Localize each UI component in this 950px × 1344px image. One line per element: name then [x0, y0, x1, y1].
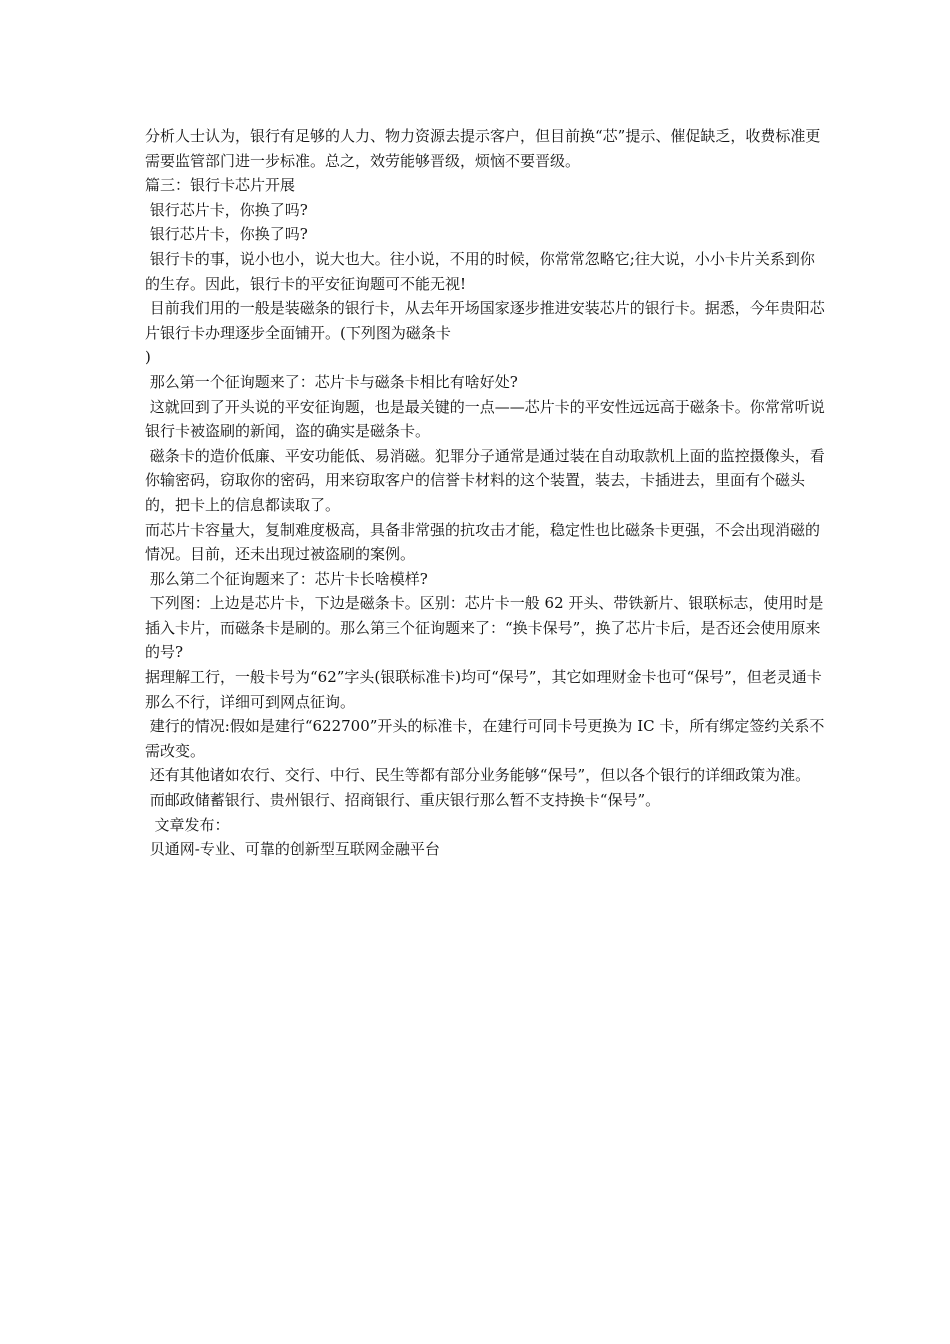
paragraph-intro-analysis: 分析人士认为，银行有足够的人力、物力资源去提示客户，但目前换“芯”提示、催促缺乏，收费标准更需要监管部门进一步标准。总之，效劳能够晋级，烦恼不要晋级。	[145, 127, 821, 170]
paragraph-chip-advantage: 而芯片卡容量大，复制难度极高，具备非常强的抗攻击才能，稳定性也比磁条卡更强，不会出现消磁的情况。目前，还未出现过被盗刷的案例。	[145, 520, 821, 564]
paragraph-magstripe-risk: 磁条卡的造价低廉、平安功能低、易消磁。犯罪分子通常是通过装在自动取款机上面的监控摄像头，看你输密码，窃取你的密码，用来窃取客户的信誉卡材料的这个装置，装去，卡插进去，里面有个磁头的，把卡上的信息都读取了。	[145, 446, 825, 514]
section-heading: 篇三：银行卡芯片开展	[145, 176, 296, 195]
paragraph-icbc: 据理解工行，一般卡号为“62”字头(银联标准卡)均可“保号”，其它如理财金卡也可“保号”，但老灵通卡那么不行，详细可到网点征询。	[145, 668, 822, 711]
question-two: 那么第二个征询题来了：芯片卡长啥模样?	[145, 569, 428, 588]
paragraph-security: 这就回到了开头说的平安征询题，也是最关键的一点——芯片卡的平安性远远高于磁条卡。你常常听说银行卡被盗刷的新闻，盗的确实是磁条卡。	[145, 397, 825, 441]
article-body	[145, 124, 825, 862]
paragraph-card-importance: 银行卡的事，说小也小，说大也大。往小说，不用的时候，你常常忽略它;往大说，小小卡片关系到你的生存。因此，银行卡的平安征询题可不能无视!	[145, 249, 815, 293]
paragraph-closing-paren: )	[145, 348, 151, 367]
subtitle-line-repeat: 银行芯片卡，你换了吗?	[145, 225, 308, 244]
subtitle-line: 银行芯片卡，你换了吗?	[145, 200, 308, 219]
paragraph-card-difference: 下列图：上边是芯片卡，下边是磁条卡。区别：芯片卡一般 62 开头、带铁新片、银联标志，使用时是插入卡片，而磁条卡是刷的。那么第三个征询题来了：“换卡保号”，换了芯片卡后，是否还会使用原来的号?	[145, 594, 824, 662]
question-one: 那么第一个征询题来了：芯片卡与磁条卡相比有啥好处?	[145, 372, 518, 391]
paragraph-unsupported-banks: 而邮政储蓄银行、贵州银行、招商银行、重庆银行那么暂不支持换卡“保号”。	[145, 791, 661, 810]
paragraph-other-banks: 还有其他诸如农行、交行、中行、民生等都有部分业务能够“保号”，但以各个银行的详细政策为准。	[145, 766, 811, 785]
publisher-name: 贝通网-专业、可靠的创新型互联网金融平台	[145, 840, 440, 859]
publisher-label: 文章发布：	[145, 815, 230, 834]
paragraph-ccb: 建行的情况:假如是建行“622700”开头的标准卡，在建行可同卡号更换为 IC 卡，所有绑定签约关系不需改变。	[145, 717, 825, 760]
paragraph-chip-rollout: 目前我们用的一般是装磁条的银行卡，从去年开场国家逐步推进安装芯片的银行卡。据悉，今年贵阳芯片银行卡办理逐步全面铺开。(下列图为磁条卡	[145, 299, 825, 342]
